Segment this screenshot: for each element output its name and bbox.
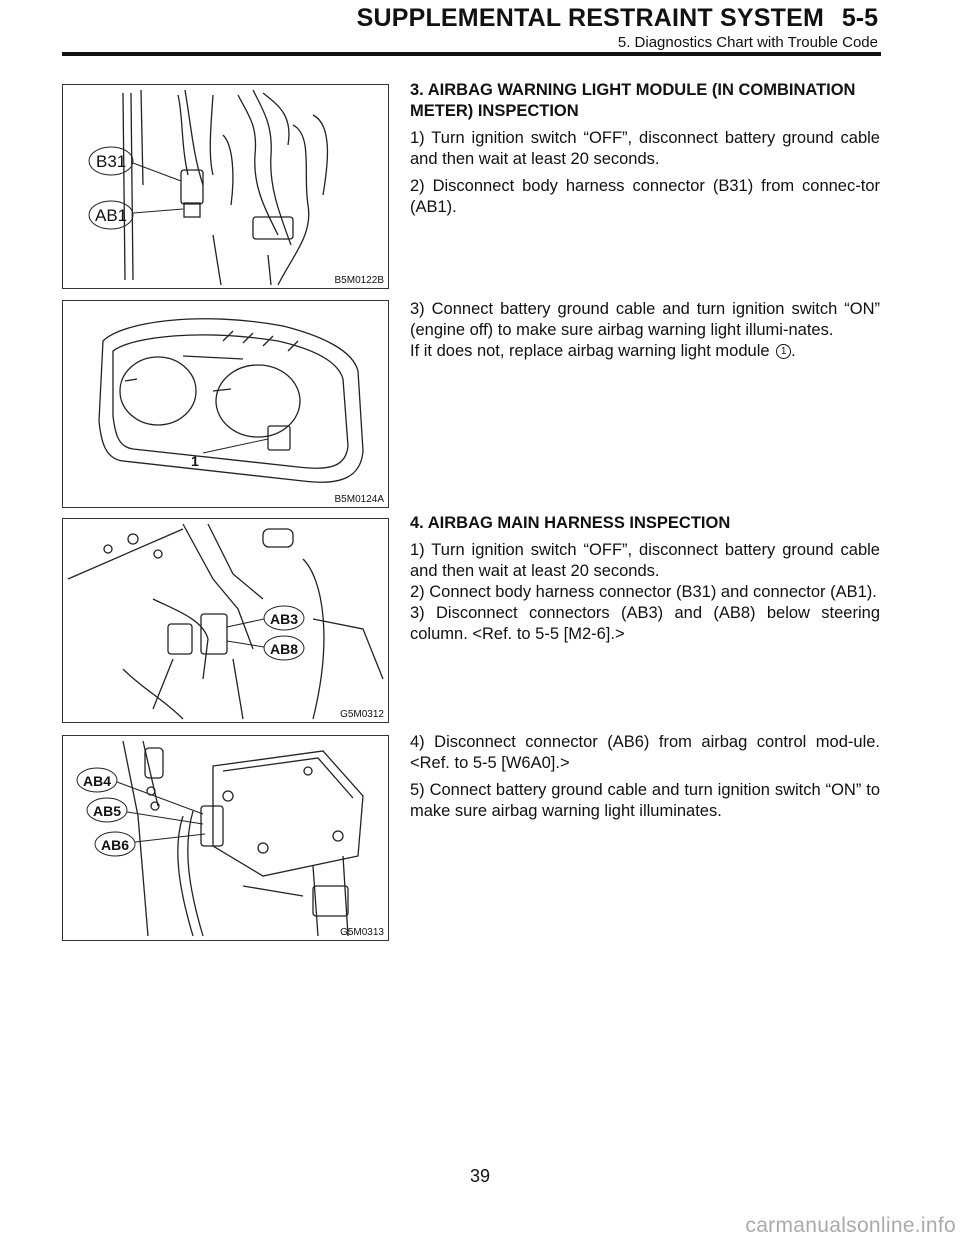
figure-code: B5M0122B bbox=[334, 275, 384, 286]
figure-label-ab6: AB6 bbox=[101, 837, 130, 853]
step-paragraph: 1) Turn ignition switch “OFF”, disconnect battery ground cable and then wait at least 20 seconds. bbox=[410, 129, 880, 168]
step-paragraph: 3) Connect battery ground cable and turn ignition switch “ON” (engine off) to make sure airbag warning light illumi-nates. bbox=[410, 300, 880, 339]
step-paragraph: 3) Disconnect connectors (AB3) and (AB8) below steering column. <Ref. to 5-5 [M2-6].> bbox=[410, 604, 880, 643]
steering-column-illustration bbox=[63, 519, 388, 722]
header-rule bbox=[62, 52, 881, 56]
airbag-control-module-illustration bbox=[63, 736, 388, 940]
figure-g5m0313 bbox=[62, 735, 389, 941]
figure-b5m0122b bbox=[62, 84, 389, 289]
page-header-subtitle: 5. Diagnostics Chart with Trouble Code bbox=[617, 34, 878, 51]
combination-meter-illustration bbox=[63, 301, 388, 507]
step-paragraph-callout: If it does not, replace airbag warning light module 1 . bbox=[410, 342, 796, 360]
step-paragraph: 5) Connect battery ground cable and turn ignition switch “ON” to make sure airbag warning light illuminates. bbox=[410, 781, 880, 820]
step-paragraph: 4) Disconnect connector (AB6) from airbag control mod-ule. <Ref. to 5-5 [W6A0].> bbox=[410, 733, 880, 772]
callout-text: If it does not, replace airbag warning light module bbox=[410, 342, 770, 360]
section-control-module-check bbox=[410, 732, 880, 828]
figure-code: B5M0124A bbox=[334, 494, 384, 505]
section-airbag-warning-light-module bbox=[410, 80, 880, 224]
figure-label-1: 1 bbox=[191, 453, 199, 469]
figure-label-ab5: AB5 bbox=[93, 803, 122, 819]
section-warning-light-check bbox=[410, 299, 880, 368]
page-header-title: SUPPLEMENTAL RESTRAINT SYSTEM bbox=[356, 4, 824, 32]
figure-label-ab8: AB8 bbox=[270, 641, 299, 657]
section-heading: 3. AIRBAG WARNING LIGHT MODULE (IN COMBINATION METER) INSPECTION bbox=[410, 81, 856, 120]
page-header-section: 5-5 bbox=[841, 4, 878, 32]
step-paragraph: 1) Turn ignition switch “OFF”, disconnect battery ground cable and then wait at least 20 seconds. bbox=[410, 541, 880, 580]
figure-label-b31: B31 bbox=[96, 152, 127, 171]
step-paragraph: 2) Disconnect body harness connector (B31) from connec-tor (AB1). bbox=[410, 177, 880, 216]
figure-label-ab1: AB1 bbox=[95, 206, 128, 225]
figure-g5m0312 bbox=[62, 518, 389, 723]
step-paragraph: 2) Connect body harness connector (B31) and connector (AB1). bbox=[410, 583, 877, 601]
figure-b5m0124a bbox=[62, 300, 389, 508]
figure-code: G5M0313 bbox=[340, 927, 384, 938]
section-airbag-main-harness bbox=[410, 513, 880, 651]
figure-label-ab3: AB3 bbox=[270, 611, 299, 627]
callout-number: 1 bbox=[776, 344, 791, 359]
section-heading: 4. AIRBAG MAIN HARNESS INSPECTION bbox=[410, 514, 731, 532]
wiring-harness-illustration bbox=[63, 85, 388, 288]
figure-code: G5M0312 bbox=[340, 709, 384, 720]
figure-label-ab4: AB4 bbox=[83, 773, 112, 789]
watermark: carmanualsonline.info bbox=[745, 1214, 956, 1237]
page-number: 39 bbox=[469, 1166, 491, 1186]
